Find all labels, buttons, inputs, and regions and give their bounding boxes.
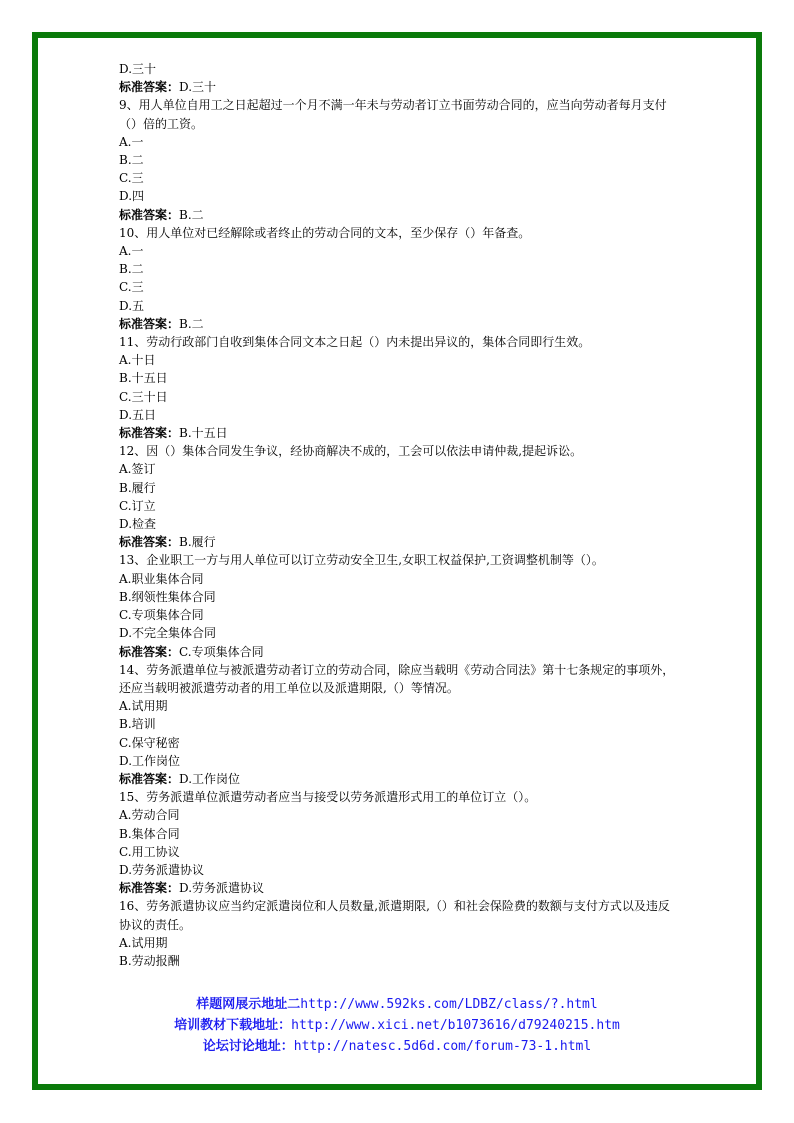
footer-link-download[interactable] bbox=[0, 1015, 794, 1036]
option: C.专项集体合同 bbox=[119, 608, 204, 623]
question-block bbox=[119, 333, 679, 442]
answer-label: 标准答案： bbox=[119, 80, 180, 95]
standard-answer bbox=[119, 315, 679, 333]
question-text: 13、企业职工一方与用人单位可以订立劳动安全卫生,女职工权益保护,工资调整机制等（）。 bbox=[119, 553, 604, 568]
option: C.用工协议 bbox=[119, 844, 180, 859]
footer-link-forum[interactable] bbox=[0, 1036, 794, 1057]
option: B.集体合同 bbox=[119, 826, 180, 841]
question-text: 12、因（）集体合同发生争议，经协商解决不成的，工会可以依法申请仲裁,提起诉讼。 bbox=[119, 444, 583, 459]
option: C.三十日 bbox=[119, 389, 168, 404]
answer-label: 标准答案： bbox=[119, 426, 180, 441]
footer-label: 论坛讨论地址： bbox=[202, 1039, 294, 1054]
standard-answer bbox=[119, 424, 679, 442]
answer-label: 标准答案： bbox=[119, 316, 180, 331]
option: D.四 bbox=[119, 189, 145, 204]
standard-answer bbox=[119, 643, 679, 661]
answer-value: C.专项集体合同 bbox=[179, 644, 264, 659]
question-block bbox=[119, 60, 679, 96]
option: C.订立 bbox=[119, 498, 156, 513]
option: A.一 bbox=[119, 244, 144, 259]
option: D.工作岗位 bbox=[119, 753, 181, 768]
standard-answer bbox=[119, 879, 679, 897]
option: A.试用期 bbox=[119, 699, 168, 714]
option: B.培训 bbox=[119, 717, 156, 732]
option: C.三 bbox=[119, 171, 144, 186]
option: D.五 bbox=[119, 298, 145, 313]
answer-label: 标准答案： bbox=[119, 644, 180, 659]
option: B.十五日 bbox=[119, 371, 168, 386]
footer-label: 培训教材下载地址： bbox=[174, 1018, 292, 1033]
question-list bbox=[119, 60, 679, 970]
option: A.一 bbox=[119, 134, 144, 149]
standard-answer bbox=[119, 770, 679, 788]
option: A.试用期 bbox=[119, 935, 168, 950]
option: C.保守秘密 bbox=[119, 735, 180, 750]
footer-links bbox=[0, 994, 794, 1057]
option: A.职业集体合同 bbox=[119, 571, 204, 586]
question-block bbox=[119, 442, 679, 551]
option: B.履行 bbox=[119, 480, 156, 495]
question-block bbox=[119, 224, 679, 333]
option: A.签订 bbox=[119, 462, 156, 477]
standard-answer bbox=[119, 78, 679, 96]
question-text: 15、劳务派遣单位派遣劳动者应当与接受以劳务派遣形式用工的单位订立（）。 bbox=[119, 790, 537, 805]
footer-link-sample[interactable] bbox=[0, 994, 794, 1015]
answer-value: D.工作岗位 bbox=[179, 771, 241, 786]
question-block bbox=[119, 551, 679, 660]
question-text: 9、用人单位自用工之日起超过一个月不满一年未与劳动者订立书面劳动合同的，应当向劳动者每月支付（）倍的工资。 bbox=[119, 98, 667, 131]
footer-url[interactable]: http://www.592ks.com/LDBZ/class/?.html bbox=[300, 997, 598, 1012]
option: B.二 bbox=[119, 153, 144, 168]
answer-label: 标准答案： bbox=[119, 207, 180, 222]
option: B.纲领性集体合同 bbox=[119, 589, 216, 604]
answer-value: B.十五日 bbox=[179, 426, 228, 441]
standard-answer bbox=[119, 206, 679, 224]
question-text: 10、用人单位对已经解除或者终止的劳动合同的文本，至少保存（）年备查。 bbox=[119, 225, 531, 240]
answer-value: B.二 bbox=[179, 316, 204, 331]
footer-url[interactable]: http://www.xici.net/b1073616/d79240215.htm bbox=[291, 1018, 620, 1033]
option: D.五日 bbox=[119, 407, 157, 422]
question-block bbox=[119, 897, 679, 970]
question-block bbox=[119, 96, 679, 223]
option: B.劳动报酬 bbox=[119, 953, 180, 968]
answer-label: 标准答案： bbox=[119, 535, 180, 550]
footer-label: 样题网展示地址二 bbox=[196, 997, 301, 1012]
footer-url[interactable]: http://natesc.5d6d.com/forum-73-1.html bbox=[293, 1039, 592, 1054]
answer-value: D.劳务派遣协议 bbox=[179, 881, 265, 896]
answer-value: D.三十 bbox=[179, 80, 217, 95]
option: C.三 bbox=[119, 280, 144, 295]
question-text: 11、劳动行政部门自收到集体合同文本之日起（）内未提出异议的，集体合同即行生效。 bbox=[119, 335, 591, 350]
answer-label: 标准答案： bbox=[119, 771, 180, 786]
option: A.十日 bbox=[119, 353, 156, 368]
question-block bbox=[119, 788, 679, 897]
option: D.不完全集体合同 bbox=[119, 626, 217, 641]
question-block bbox=[119, 661, 679, 788]
option: D.劳务派遣协议 bbox=[119, 862, 205, 877]
option: A.劳动合同 bbox=[119, 808, 180, 823]
question-text: 14、劳务派遣单位与被派遣劳动者订立的劳动合同，除应当载明《劳动合同法》第十七条规定的事项外，还应当载明被派遣劳动者的用工单位以及派遣期限,（）等情况。 bbox=[119, 662, 675, 695]
option: D.三十 bbox=[119, 62, 157, 76]
answer-value: B.二 bbox=[179, 207, 204, 222]
standard-answer bbox=[119, 533, 679, 551]
question-text: 16、劳务派遣协议应当约定派遣岗位和人员数量,派遣期限,（）和社会保险费的数额与支付方式以及违反协议的责任。 bbox=[119, 899, 670, 932]
answer-label: 标准答案： bbox=[119, 881, 180, 896]
answer-value: B.履行 bbox=[179, 535, 216, 550]
option: B.二 bbox=[119, 262, 144, 277]
option: D.检查 bbox=[119, 517, 157, 532]
